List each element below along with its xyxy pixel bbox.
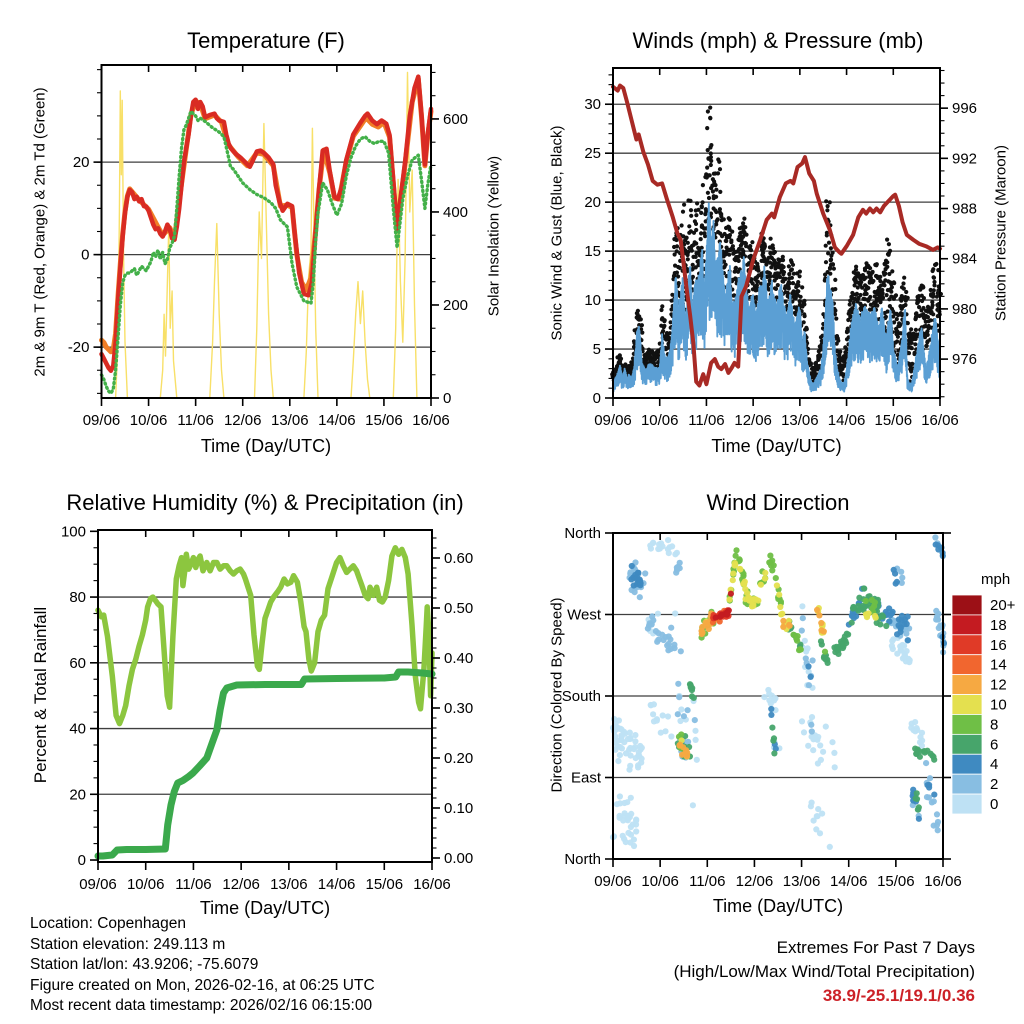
svg-text:12/06: 12/06: [734, 412, 772, 429]
series-total-rainfall: [98, 672, 432, 856]
svg-text:0.50: 0.50: [444, 600, 474, 617]
svg-text:12/06: 12/06: [222, 876, 260, 893]
svg-text:5: 5: [592, 341, 601, 359]
svg-text:80: 80: [69, 589, 86, 607]
svg-text:14/06: 14/06: [829, 873, 868, 890]
series-layer: [610, 86, 943, 392]
colorbar-mph-label: mph: [981, 571, 1011, 588]
svg-text:North: North: [564, 525, 601, 542]
svg-text:10/06: 10/06: [640, 412, 679, 429]
svg-text:12: 12: [990, 676, 1007, 694]
svg-text:0: 0: [81, 246, 90, 264]
svg-text:09/06: 09/06: [594, 412, 632, 429]
svg-text:East: East: [570, 769, 601, 787]
svg-text:0.40: 0.40: [444, 650, 474, 667]
svg-text:16/06: 16/06: [413, 876, 451, 893]
svg-text:13/06: 13/06: [781, 412, 819, 429]
svg-text:10: 10: [990, 696, 1007, 714]
svg-text:20: 20: [72, 154, 90, 172]
svg-text:988: 988: [952, 200, 978, 218]
svg-text:20: 20: [584, 194, 601, 212]
svg-text:13/06: 13/06: [271, 412, 309, 429]
svg-text:11/06: 11/06: [177, 412, 214, 429]
svg-text:100: 100: [60, 523, 86, 541]
svg-text:400: 400: [443, 203, 469, 221]
svg-text:25: 25: [584, 145, 601, 163]
svg-text:11/06: 11/06: [689, 873, 726, 890]
svg-text:15: 15: [584, 243, 601, 261]
svg-text:North: North: [564, 851, 601, 868]
temperature-left-axis-label: 2m & 9m T (Red, Orange) & 2m Td (Green): [31, 87, 49, 377]
svg-text:14/06: 14/06: [827, 412, 866, 429]
recent-data-timestamp: Most recent data timestamp: 2026/02/16 06:15:00: [30, 997, 373, 1015]
svg-text:11/06: 11/06: [688, 412, 725, 429]
percent-rainfall-axis-label: Percent & Total Rainfall: [31, 606, 50, 784]
temperature-chart: [0, 0, 512, 470]
winds-pressure-chart: [512, 0, 1024, 470]
series-layer: [98, 548, 432, 856]
svg-text:8: 8: [990, 716, 999, 734]
sonic-wind-axis-label: Sonic Wind & Gust (Blue, Black): [548, 125, 566, 341]
svg-text:12/06: 12/06: [735, 873, 774, 890]
solar-insolation-axis-label: Solar Insolation (Yellow): [485, 155, 503, 317]
svg-text:West: West: [567, 606, 601, 624]
svg-text:0: 0: [592, 390, 601, 407]
svg-text:15/06: 15/06: [365, 412, 403, 429]
extremes-values: 38.9/-25.1/19.1/0.36: [822, 986, 975, 1005]
wind-direction-points: [610, 534, 947, 850]
svg-text:0.10: 0.10: [444, 800, 474, 817]
svg-text:0.60: 0.60: [444, 550, 474, 567]
svg-text:60: 60: [69, 654, 86, 672]
svg-text:0: 0: [77, 852, 86, 870]
svg-text:09/06: 09/06: [82, 412, 121, 429]
wind-direction-chart-title: Wind Direction: [706, 490, 850, 515]
series-layer: [102, 72, 432, 398]
series-layer: [610, 534, 947, 850]
svg-text:0.30: 0.30: [444, 700, 474, 717]
svg-text:13/06: 13/06: [270, 876, 308, 893]
svg-text:0: 0: [990, 796, 999, 814]
svg-text:15/06: 15/06: [365, 876, 404, 893]
svg-text:10: 10: [584, 292, 601, 310]
wind-direction-x-axis-label: Time (Day/UTC): [712, 896, 844, 916]
humidity-x-axis-label: Time (Day/UTC): [199, 898, 331, 918]
svg-text:10/06: 10/06: [129, 412, 168, 429]
svg-text:11/06: 11/06: [175, 876, 212, 893]
svg-text:992: 992: [952, 150, 978, 168]
temperature-chart-title: Temperature (F): [187, 28, 345, 53]
humidity-precipitation-chart: [0, 470, 512, 920]
humidity-precip-chart-title: Relative Humidity (%) & Precipitation (in): [66, 490, 464, 515]
svg-text:20: 20: [69, 786, 86, 804]
svg-text:2: 2: [990, 776, 999, 794]
svg-text:15/06: 15/06: [874, 412, 913, 429]
svg-text:996: 996: [952, 100, 978, 118]
svg-text:40: 40: [69, 720, 86, 738]
svg-text:16/06: 16/06: [921, 412, 959, 429]
svg-text:6: 6: [990, 736, 999, 754]
svg-text:13/06: 13/06: [782, 873, 821, 890]
temperature-x-axis-label: Time (Day/UTC): [200, 436, 332, 456]
svg-text:-20: -20: [67, 339, 90, 357]
svg-text:16: 16: [990, 636, 1007, 654]
direction-axis-label: Direction (Colored By Speed): [548, 597, 566, 793]
station-location: Location: Copenhagen: [30, 915, 186, 932]
svg-text:14/06: 14/06: [317, 876, 356, 893]
svg-text:14: 14: [990, 656, 1007, 674]
svg-text:09/06: 09/06: [79, 876, 117, 893]
svg-text:16/06: 16/06: [924, 873, 962, 890]
svg-text:South: South: [561, 688, 601, 705]
svg-text:09/06: 09/06: [594, 873, 632, 890]
svg-text:30: 30: [584, 96, 601, 114]
grid-lines: [102, 162, 432, 347]
svg-text:14/06: 14/06: [318, 412, 356, 429]
extremes-heading: Extremes For Past 7 Days: [776, 938, 975, 957]
svg-text:18: 18: [990, 616, 1007, 634]
svg-text:20+: 20+: [990, 596, 1016, 614]
station-info-block: [30, 914, 375, 1017]
winds-x-axis-label: Time (Day/UTC): [711, 436, 842, 456]
station-pressure-axis-label: Station Pressure (Maroon): [992, 145, 1010, 321]
svg-text:0: 0: [443, 390, 452, 407]
svg-text:980: 980: [952, 300, 978, 318]
wind-direction-chart: [512, 470, 1024, 920]
station-latlon: Station lat/lon: 43.9206; -75.6079: [30, 956, 259, 974]
svg-text:976: 976: [952, 351, 978, 369]
svg-text:200: 200: [443, 296, 469, 314]
speed-colorbar: [952, 595, 982, 814]
station-elevation: Station elevation: 249.113 m: [30, 935, 226, 953]
figure-created-timestamp: Figure created on Mon, 2026-02-16, at 06:25 UTC: [30, 976, 375, 994]
svg-text:10/06: 10/06: [641, 873, 679, 890]
svg-text:600: 600: [443, 110, 469, 128]
winds-pressure-chart-title: Winds (mph) & Pressure (mb): [632, 28, 924, 53]
extremes-block: [600, 936, 975, 1008]
svg-text:4: 4: [990, 756, 999, 774]
svg-text:12/06: 12/06: [223, 412, 262, 429]
series-relative-humidity: [98, 548, 432, 724]
svg-text:16/06: 16/06: [412, 412, 450, 429]
svg-text:0.20: 0.20: [444, 750, 474, 767]
svg-text:984: 984: [952, 250, 978, 268]
extremes-subheading: (High/Low/Max Wind/Total Precipitation): [673, 962, 975, 981]
svg-text:15/06: 15/06: [877, 873, 915, 890]
svg-text:10/06: 10/06: [126, 876, 165, 893]
svg-text:0.00: 0.00: [444, 850, 474, 867]
